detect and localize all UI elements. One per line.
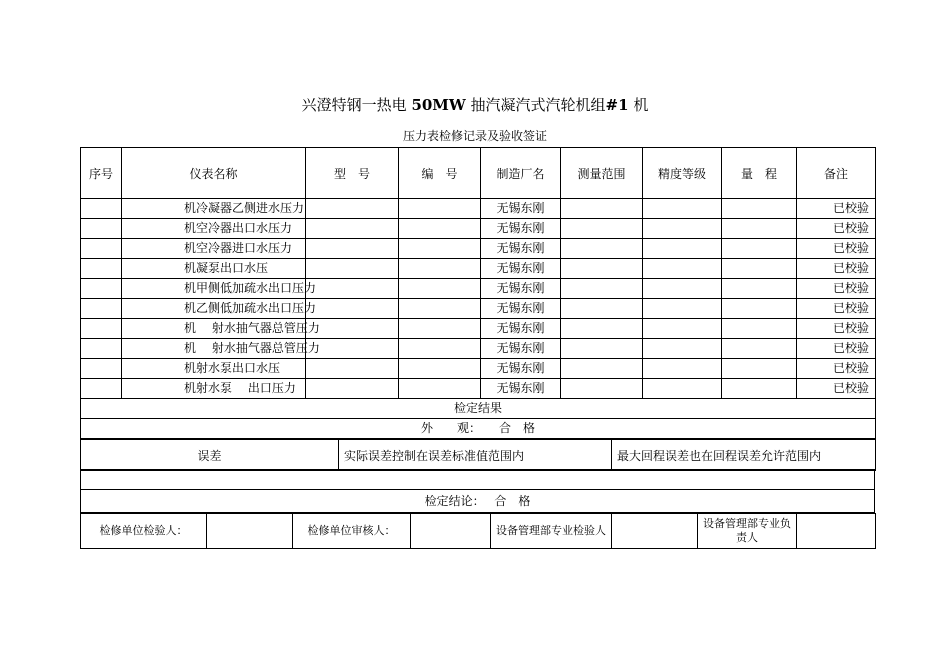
cell-accuracy — [643, 339, 722, 359]
cell-note: 已校验 — [797, 319, 876, 339]
cell-seq — [81, 279, 122, 299]
cell-number — [399, 259, 481, 279]
cell-accuracy — [643, 359, 722, 379]
cell-span — [722, 319, 797, 339]
cell-seq — [81, 359, 122, 379]
cell-number — [399, 379, 481, 399]
title-prefix: 兴澄特钢一热电 — [301, 96, 412, 114]
equip-inspector-label: 设备管理部专业检验人 — [491, 514, 612, 549]
cell-note: 已校验 — [797, 219, 876, 239]
error-table — [80, 439, 876, 471]
table-row — [81, 359, 876, 379]
cell-model — [306, 279, 399, 299]
cell-note: 已校验 — [797, 359, 876, 379]
cell-name: 机甲侧低加疏水出口压力 — [122, 279, 306, 299]
header-note: 备注 — [797, 148, 876, 199]
result-label: 检定结果 — [81, 399, 876, 419]
cell-span — [722, 199, 797, 219]
cell-accuracy — [643, 219, 722, 239]
cell-number — [399, 239, 481, 259]
title-bold-model: 50MW — [411, 96, 466, 114]
inspector-label: 检修单位检验人： — [81, 514, 207, 549]
cell-range — [561, 239, 643, 259]
table-row — [81, 259, 876, 279]
error-actual: 实际误差控制在误差标准值范围内 — [339, 440, 612, 471]
error-label: 误差 — [81, 440, 339, 471]
cell-model — [306, 359, 399, 379]
cell-name: 机 射水抽气器总管压力 — [122, 319, 306, 339]
table-header-row — [81, 148, 876, 199]
cell-seq — [81, 199, 122, 219]
header-name: 仪表名称 — [122, 148, 306, 199]
table-row — [81, 319, 876, 339]
cell-number — [399, 359, 481, 379]
reviewer-signature-field[interactable] — [411, 514, 491, 549]
cell-span — [722, 279, 797, 299]
cell-accuracy — [643, 279, 722, 299]
cell-seq — [81, 319, 122, 339]
cell-range — [561, 359, 643, 379]
appearance-result: 外 观： 合 格 — [81, 419, 876, 439]
signature-table — [80, 513, 876, 549]
equip-head-signature-field[interactable] — [797, 514, 876, 549]
title-suffix: 机 — [628, 96, 649, 114]
cell-span — [722, 239, 797, 259]
equip-inspector-signature-field[interactable] — [612, 514, 698, 549]
title-mid: 抽汽凝汽式汽轮机组 — [465, 96, 606, 114]
cell-manufacturer: 无锡东刚 — [481, 359, 561, 379]
cell-span — [722, 299, 797, 319]
cell-manufacturer: 无锡东刚 — [481, 279, 561, 299]
blank-cell — [81, 470, 875, 490]
table-row — [81, 219, 876, 239]
cell-note: 已校验 — [797, 259, 876, 279]
cell-manufacturer: 无锡东刚 — [481, 239, 561, 259]
cell-model — [306, 219, 399, 239]
cell-span — [722, 359, 797, 379]
cell-number — [399, 299, 481, 319]
cell-number — [399, 199, 481, 219]
signature-row — [81, 514, 876, 549]
cell-range — [561, 259, 643, 279]
cell-name: 机空冷器出口水压力 — [122, 219, 306, 239]
cell-manufacturer: 无锡东刚 — [481, 259, 561, 279]
cell-number — [399, 219, 481, 239]
cell-model — [306, 259, 399, 279]
error-row — [81, 440, 876, 471]
table-row — [81, 379, 876, 399]
equip-head-label: 设备管理部专业负责人 — [698, 514, 797, 549]
document-title — [0, 94, 950, 115]
cell-manufacturer: 无锡东刚 — [481, 319, 561, 339]
table-row — [81, 299, 876, 319]
cell-manufacturer: 无锡东刚 — [481, 379, 561, 399]
cell-name: 机射水泵出口水压 — [122, 359, 306, 379]
header-range: 测量范围 — [561, 148, 643, 199]
cell-range — [561, 199, 643, 219]
cell-accuracy — [643, 299, 722, 319]
cell-accuracy — [643, 379, 722, 399]
cell-seq — [81, 239, 122, 259]
header-manufacturer: 制造厂名 — [481, 148, 561, 199]
cell-note: 已校验 — [797, 299, 876, 319]
header-span: 量 程 — [722, 148, 797, 199]
table-row — [81, 339, 876, 359]
cell-span — [722, 379, 797, 399]
cell-note: 已校验 — [797, 239, 876, 259]
inspector-signature-field[interactable] — [207, 514, 293, 549]
cell-note: 已校验 — [797, 279, 876, 299]
table-body — [81, 199, 876, 399]
appearance-row — [81, 419, 876, 439]
cell-note: 已校验 — [797, 379, 876, 399]
cell-range — [561, 279, 643, 299]
cell-range — [561, 219, 643, 239]
cell-name: 机凝泵出口水压 — [122, 259, 306, 279]
cell-manufacturer: 无锡东刚 — [481, 299, 561, 319]
gauge-record-table — [80, 147, 876, 439]
cell-name: 机冷凝器乙侧进水压力 — [122, 199, 306, 219]
cell-manufacturer: 无锡东刚 — [481, 339, 561, 359]
cell-range — [561, 379, 643, 399]
cell-seq — [81, 259, 122, 279]
cell-accuracy — [643, 199, 722, 219]
header-model: 型 号 — [306, 148, 399, 199]
cell-accuracy — [643, 259, 722, 279]
cell-model — [306, 199, 399, 219]
table-row — [81, 199, 876, 219]
blank-row — [81, 470, 875, 490]
cell-range — [561, 339, 643, 359]
cell-accuracy — [643, 239, 722, 259]
document-subtitle: 压力表检修记录及验收签证 — [402, 129, 547, 143]
conclusion-result: 检定结论： 合 格 — [81, 490, 875, 513]
title-bold-unit: #1 — [605, 96, 629, 114]
table-row — [81, 239, 876, 259]
cell-model — [306, 379, 399, 399]
cell-number — [399, 339, 481, 359]
cell-name: 机乙侧低加疏水出口压力 — [122, 299, 306, 319]
cell-manufacturer: 无锡东刚 — [481, 219, 561, 239]
cell-name: 机空冷器进口水压力 — [122, 239, 306, 259]
cell-span — [722, 339, 797, 359]
cell-model — [306, 239, 399, 259]
cell-seq — [81, 379, 122, 399]
cell-seq — [81, 219, 122, 239]
cell-seq — [81, 299, 122, 319]
cell-note: 已校验 — [797, 199, 876, 219]
table-row — [81, 279, 876, 299]
cell-number — [399, 319, 481, 339]
header-accuracy: 精度等级 — [643, 148, 722, 199]
cell-range — [561, 299, 643, 319]
cell-name: 机射水泵 出口压力 — [122, 379, 306, 399]
cell-number — [399, 279, 481, 299]
cell-name: 机 射水抽气器总管压力 — [122, 339, 306, 359]
reviewer-label: 检修单位审核人： — [293, 514, 411, 549]
error-hysteresis: 最大回程误差也在回程误差允许范围内 — [612, 440, 876, 471]
cell-model — [306, 299, 399, 319]
conclusion-table — [80, 469, 875, 513]
cell-range — [561, 319, 643, 339]
cell-accuracy — [643, 319, 722, 339]
cell-seq — [81, 339, 122, 359]
cell-span — [722, 219, 797, 239]
conclusion-row — [81, 490, 875, 513]
result-row — [81, 399, 876, 419]
header-seq: 序号 — [81, 148, 122, 199]
cell-note: 已校验 — [797, 339, 876, 359]
cell-manufacturer: 无锡东刚 — [481, 199, 561, 219]
header-number: 编 号 — [399, 148, 481, 199]
cell-span — [722, 259, 797, 279]
